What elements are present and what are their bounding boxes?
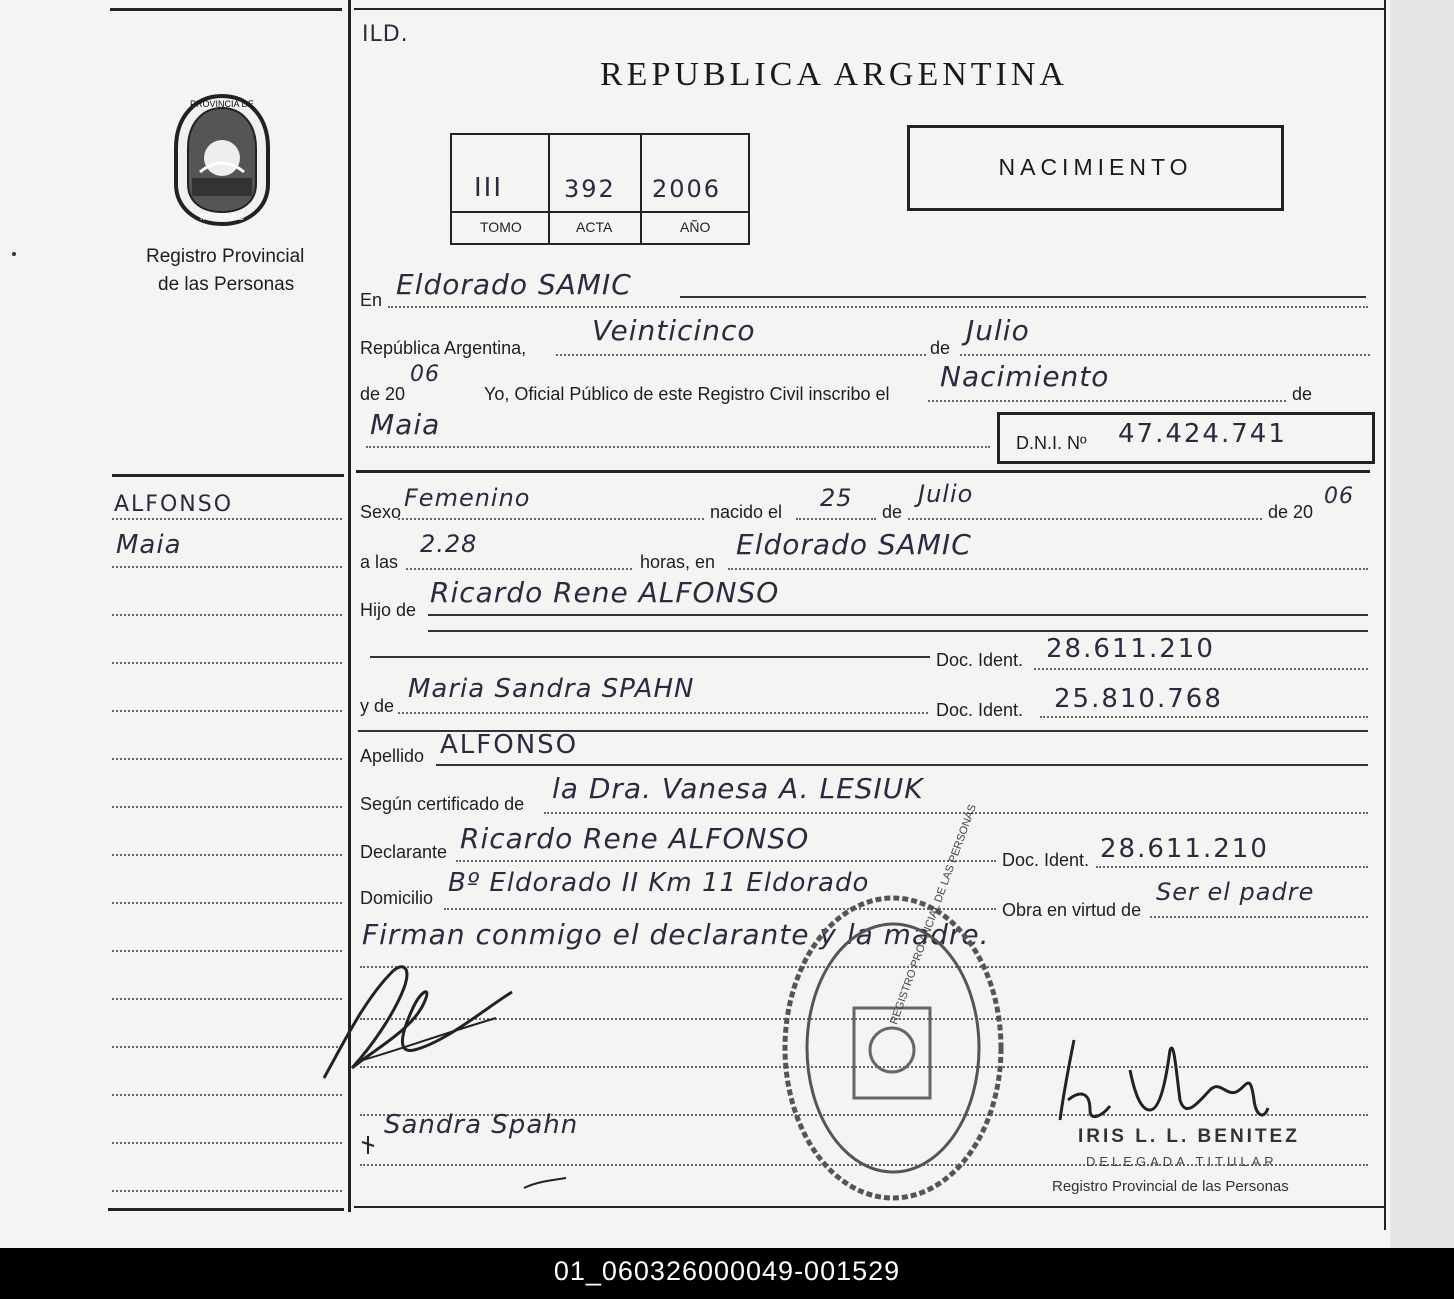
mother-signature: Sandra Spahn <box>384 1110 579 1140</box>
nacido-label: nacido el <box>710 502 783 522</box>
en-value: Eldorado SAMIC <box>396 268 632 301</box>
registry-name-line2: de las Personas <box>158 274 295 295</box>
birth-month: Julio <box>918 480 974 508</box>
ano-value: 2006 <box>652 175 722 203</box>
place-value: Eldorado SAMIC <box>736 528 972 561</box>
obra-line <box>1150 916 1368 918</box>
margin-rule-7 <box>112 806 342 808</box>
record-number-box <box>450 133 750 245</box>
year-suffix: 06 <box>410 362 440 387</box>
declarante-line <box>456 860 996 862</box>
en-line <box>388 306 1368 308</box>
tomo-label: TOMO <box>480 219 522 235</box>
official-signature <box>1050 1030 1280 1130</box>
margin-given-name: Maia <box>116 530 182 560</box>
margin-rule-14 <box>112 1142 342 1144</box>
birth-year-suffix: 06 <box>1324 484 1354 509</box>
horas-label: horas, en <box>640 552 716 572</box>
de20-label-2: de 20 <box>1268 502 1314 522</box>
inscribo-line <box>928 400 1286 402</box>
dni-label: D.N.I. Nº <box>1016 433 1087 453</box>
day-line <box>556 354 926 356</box>
margin-rule-13 <box>112 1094 342 1096</box>
margin-surname: ALFONSO <box>114 492 234 517</box>
doc-label-1: Doc. Ident. <box>936 650 1024 670</box>
month-value: Julio <box>966 314 1030 347</box>
document-title: REPUBLICA ARGENTINA <box>600 56 1068 93</box>
dni-value: 47.424.741 <box>1118 419 1287 449</box>
left-section-rule <box>112 474 344 477</box>
father-doc-line <box>1034 668 1368 670</box>
inscribo-value: Nacimiento <box>940 360 1110 393</box>
birth-day-line <box>796 518 876 520</box>
doc-label-3: Doc. Ident. <box>1002 850 1090 870</box>
margin-rule-1 <box>112 518 342 520</box>
declarante-doc: 28.611.210 <box>1100 834 1269 864</box>
main-section-rule <box>356 470 1370 473</box>
segun-value: la Dra. Vanesa A. LESIUK <box>552 772 924 805</box>
child-name: Maia <box>370 408 441 441</box>
document-id: 01_060326000049-001529 <box>553 1256 901 1286</box>
seal-text-top: PROVINCIA DE <box>189 99 255 109</box>
registry-name-line1: Registro Provincial <box>146 246 305 267</box>
name-line <box>366 446 990 448</box>
de-label-3: de <box>882 502 903 522</box>
segun-line <box>544 812 1368 814</box>
margin-rule-2 <box>112 566 342 568</box>
de-label: de <box>930 338 951 358</box>
en-label: En <box>360 290 383 310</box>
month-line <box>960 354 1370 356</box>
record-box-rule <box>452 211 748 213</box>
father-value: Ricardo Rene ALFONSO <box>430 576 780 609</box>
acta-label: ACTA <box>576 219 613 235</box>
speck <box>12 252 16 256</box>
en-fill <box>680 296 1366 298</box>
dni-box <box>997 412 1375 464</box>
mother-doc-line <box>1040 716 1368 718</box>
bottom-rule-left <box>108 1208 344 1211</box>
declarante-signature <box>316 958 526 1088</box>
sexo-value: Femenino <box>404 484 531 512</box>
apellido-label: Apellido <box>360 746 425 766</box>
day-value: Veinticinco <box>592 314 756 347</box>
firman-value: Firman conmigo el declarante y la madre. <box>362 918 990 951</box>
margin-rule-3 <box>112 614 342 616</box>
declarante-doc-line <box>1096 866 1368 868</box>
province-seal-icon <box>170 92 274 228</box>
apellido-value: ALFONSO <box>440 730 579 760</box>
hijo-label: Hijo de <box>360 600 417 620</box>
mother-doc: 25.810.768 <box>1054 684 1223 714</box>
declarante-value: Ricardo Rene ALFONSO <box>460 822 810 855</box>
seal-text-bottom: MISIONES <box>199 212 245 222</box>
republica-label: República Argentina, <box>360 338 527 358</box>
corner-mark: ILD. <box>362 22 409 47</box>
sexo-line <box>398 518 704 520</box>
hour-line <box>406 568 632 570</box>
footer-bar <box>0 1248 1454 1299</box>
margin-rule-4 <box>112 662 342 664</box>
mother-value: Maria Sandra SPAHN <box>408 674 695 704</box>
margin-rule-8 <box>112 854 342 856</box>
top-rule-right <box>354 8 1384 10</box>
top-rule-left <box>110 8 342 11</box>
margin-rule-9 <box>112 902 342 904</box>
place-line <box>728 568 1368 570</box>
sexo-label: Sexo <box>360 502 402 522</box>
margin-rule-10 <box>112 950 342 952</box>
de-label-2: de <box>1292 384 1313 404</box>
margin-rule-5 <box>112 710 342 712</box>
alas-label: a las <box>360 552 399 572</box>
right-border <box>1384 0 1386 1230</box>
yde-label: y de <box>360 696 395 716</box>
official-stamp-icon <box>778 878 1008 1208</box>
apellido-line <box>436 764 1368 766</box>
official-name: IRIS L. L. BENITEZ <box>1078 1126 1300 1147</box>
obra-label: Obra en virtud de <box>1002 900 1142 920</box>
official-role: DELEGADA TITULAR <box>1086 1154 1278 1169</box>
margin-rule-12 <box>112 1046 342 1048</box>
father-extra-line <box>370 656 930 658</box>
yo-label: Yo, Oficial Público de este Registro Civil inscribo el <box>484 384 890 404</box>
father-line-2 <box>428 630 1368 632</box>
margin-rule-11 <box>112 998 342 1000</box>
domicilio-label: Domicilio <box>360 888 434 908</box>
father-line <box>428 614 1368 616</box>
mother-signature-mark <box>356 1090 626 1200</box>
birth-month-line <box>908 518 1262 520</box>
segun-label: Según certificado de <box>360 794 525 814</box>
domicilio-value: Bº Eldorado II Km 11 Eldorado <box>448 868 870 898</box>
record-type: NACIMIENTO <box>998 154 1193 180</box>
margin-rule-6 <box>112 758 342 760</box>
official-org: Registro Provincial de las Personas <box>1052 1178 1289 1195</box>
de20-label: de 20 <box>360 384 406 404</box>
declarante-label: Declarante <box>360 842 448 862</box>
birth-day: 25 <box>820 484 853 512</box>
page-edge <box>1390 0 1454 1248</box>
mother-line <box>398 712 928 714</box>
margin-rule-15 <box>112 1190 342 1192</box>
father-doc: 28.611.210 <box>1046 634 1215 664</box>
hour-value: 2.28 <box>420 530 478 558</box>
tomo-value: III <box>474 173 504 203</box>
doc-label-2: Doc. Ident. <box>936 700 1024 720</box>
ano-label: AÑO <box>680 219 711 235</box>
acta-value: 392 <box>564 175 616 203</box>
stamp-text: REGISTRO PROVINCIAL DE LAS PERSONAS <box>888 802 980 1027</box>
record-type-box <box>907 125 1284 211</box>
obra-value: Ser el padre <box>1156 878 1315 906</box>
